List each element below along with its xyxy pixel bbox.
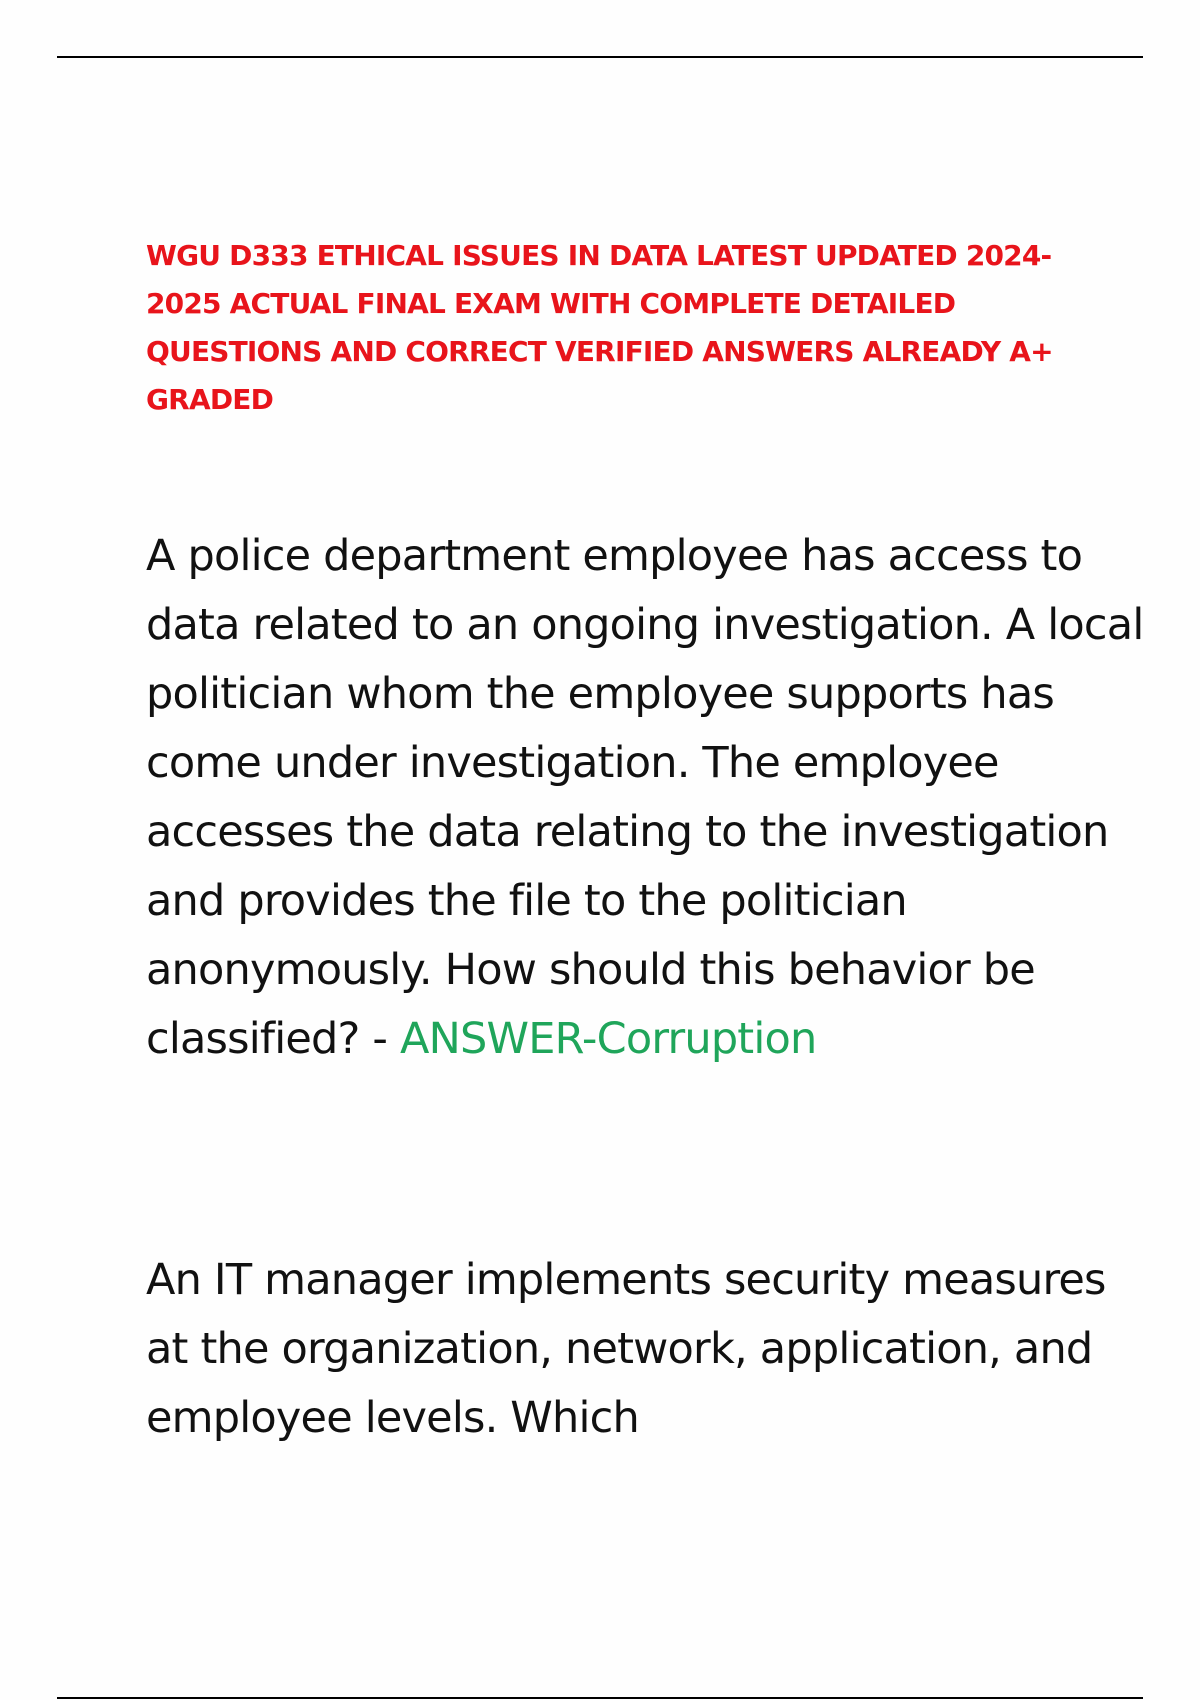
- question-2-text: An IT manager implements security measures at the organization, network, application, and employee levels. Which: [146, 1255, 1106, 1443]
- document-title: WGU D333 ETHICAL ISSUES IN DATA LATEST UPDATED 2024-2025 ACTUAL FINAL EXAM WITH COMPLETE DETAILED QUESTIONS AND CORRECT VERIFIED ANSWERS ALREADY A+ GRADED: [146, 239, 1053, 416]
- question-1: [146, 522, 1146, 1074]
- question-2: [146, 1246, 1146, 1453]
- question-1-text: A police department employee has access to data related to an ongoing investigation. A local politician whom the employee supports has come under investigation. The employee accesses the data relating to the investigation and provides the file to the politician anonymously. How should this behavior be classified? -: [146, 531, 1144, 1064]
- top-rule: [57, 56, 1143, 58]
- question-1-answer: ANSWER-Corruption: [400, 1014, 817, 1064]
- bottom-rule: [57, 1697, 1143, 1699]
